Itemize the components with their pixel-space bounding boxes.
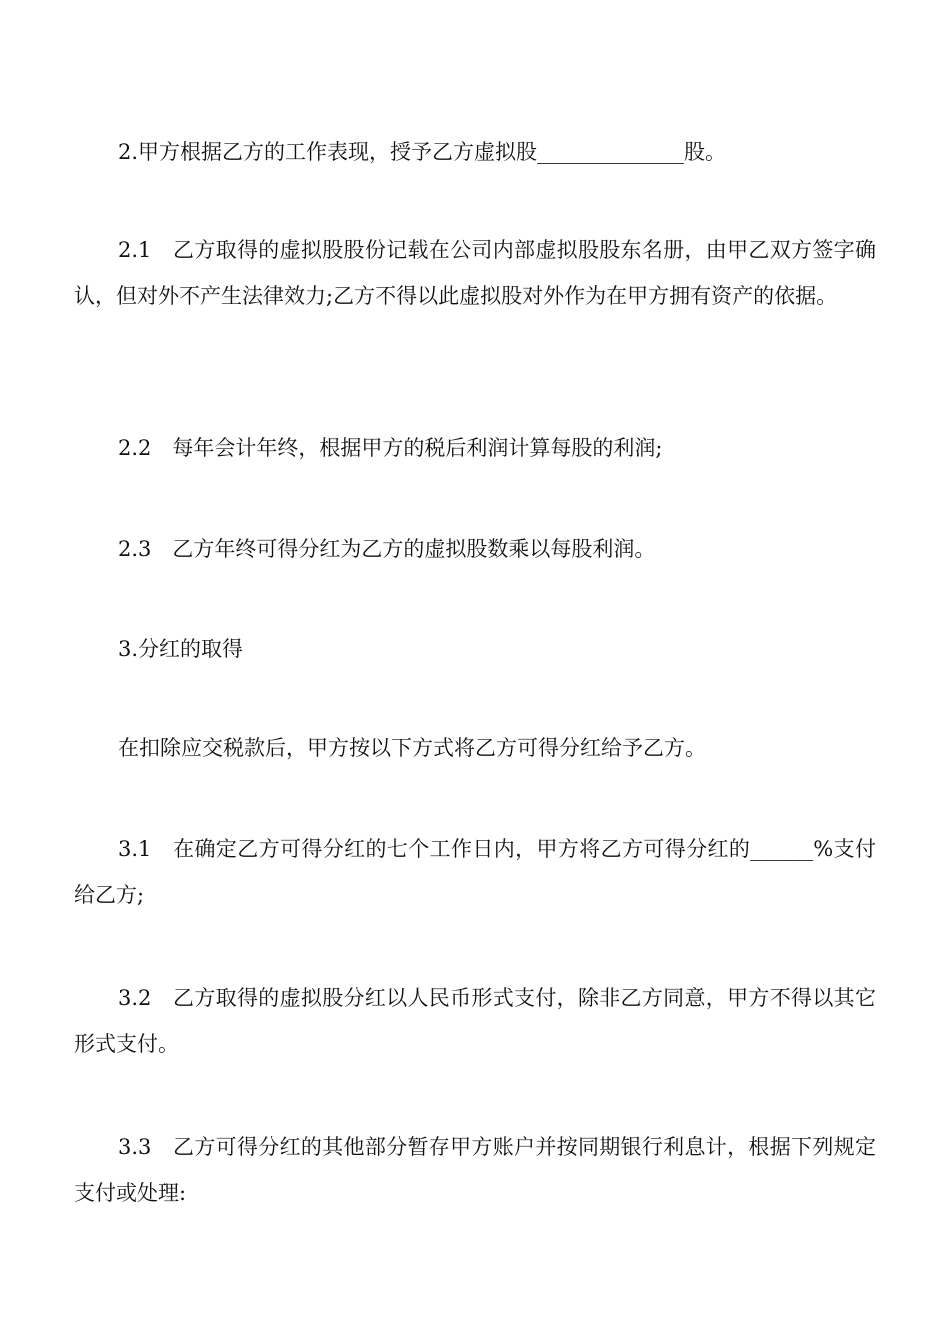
paragraph-2-1: 2.1 乙方取得的虚拟股股份记载在公司内部虚拟股股东名册，由甲乙双方签字确认，但对外不产生法律效力;乙方不得以此虚拟股对外作为在甲方拥有资产的依据。 — [74, 238, 876, 308]
paragraph-2-3: 2.3 乙方年终可得分红为乙方的虚拟股数乘以每股利润。 — [118, 537, 656, 561]
paragraph-2-2: 2.2 每年会计年终，根据甲方的税后利润计算每股的利润; — [118, 436, 663, 460]
paragraph-2: 2.甲方根据乙方的工作表现，授予乙方虚拟股______________股。 — [118, 140, 727, 164]
paragraph-3-intro: 在扣除应交税款后，甲方按以下方式将乙方可得分红给予乙方。 — [118, 736, 706, 760]
paragraph-3-1: 3.1 在确定乙方可得分红的七个工作日内，甲方将乙方可得分红的______%支付给乙方; — [74, 837, 876, 907]
section-3-heading: 3.分红的取得 — [118, 637, 244, 661]
paragraph-3-2: 3.2 乙方取得的虚拟股分红以人民币形式支付，除非乙方同意，甲方不得以其它形式支付。 — [74, 986, 876, 1056]
paragraph-3-3: 3.3 乙方可得分红的其他部分暂存甲方账户并按同期银行利息计，根据下列规定支付或处理: — [74, 1135, 876, 1205]
